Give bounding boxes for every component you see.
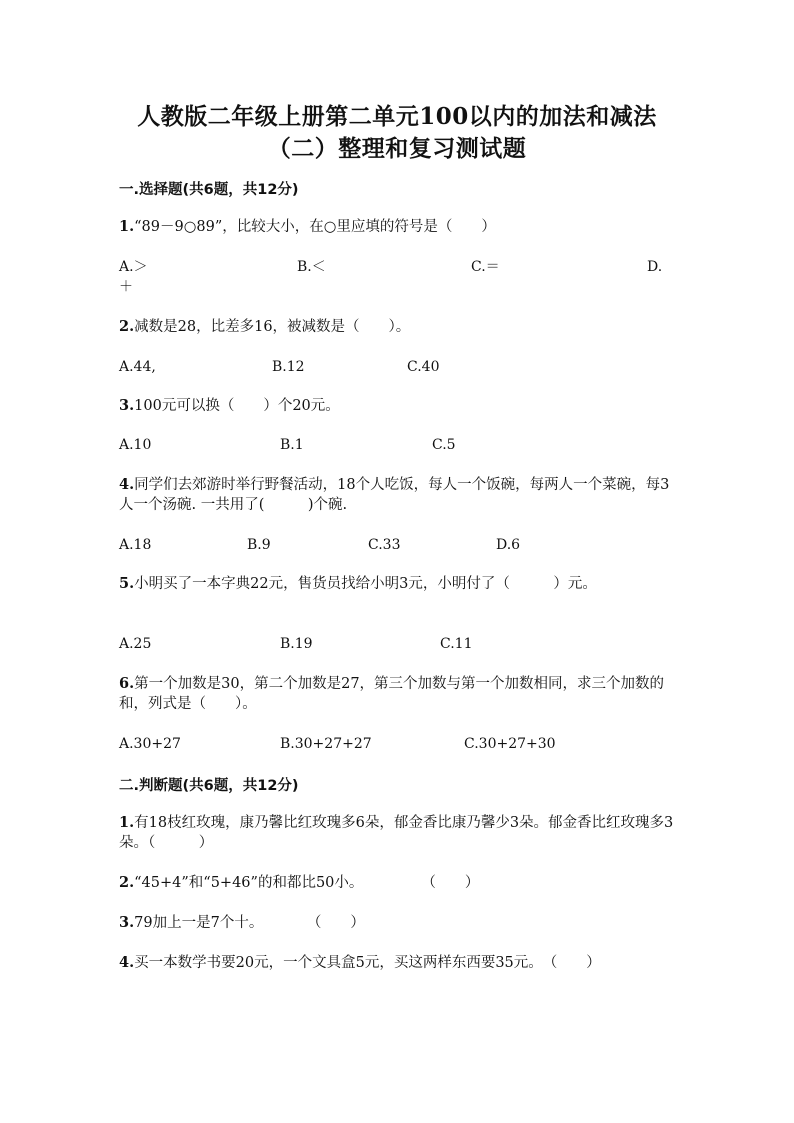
- q4-option-a: A.18: [119, 537, 152, 553]
- choice-question-3: [119, 396, 679, 416]
- q1-option-c: C.＝: [471, 259, 500, 275]
- q1-option-b: B.＜: [297, 259, 326, 275]
- question-number: 5.: [119, 575, 135, 592]
- question-text: 同学们去郊游时举行野餐活动，18个人吃饭，每人一个饭碗，每两人一个菜碗，每3人一个汤碗. 一共用了( )个碗.: [119, 477, 670, 513]
- choice-question-4: [119, 475, 679, 515]
- question-number: 4.: [119, 954, 135, 971]
- section-heading-choice: 一.选择题(共6题，共12分): [119, 182, 299, 198]
- question-number: 2.: [119, 874, 135, 891]
- q3-option-b: B.1: [280, 437, 304, 453]
- q6-option-c: C.30+27+30: [464, 736, 556, 752]
- q6-option-a: A.30+27: [119, 736, 181, 752]
- q5-option-b: B.19: [280, 636, 313, 652]
- q4-option-d: D.6: [496, 537, 521, 553]
- q1-option-a: A.＞: [119, 259, 148, 275]
- q2-option-c: C.40: [407, 359, 440, 375]
- judgment-question-2: [119, 873, 679, 893]
- judgment-question-1: [119, 813, 679, 853]
- question-text: 减数是28，比差多16，被减数是（ ）。: [134, 319, 411, 335]
- question-text: 小明买了一本字典22元，售货员找给小明3元，小明付了（ ）元。: [134, 576, 597, 592]
- question-number: 1.: [119, 814, 135, 831]
- choice-question-5: [119, 574, 689, 594]
- question-text: 买一本数学书要20元，一个文具盒5元，买这两样东西要35元。 （ ）: [134, 955, 601, 971]
- q4-option-b: B.9: [247, 537, 271, 553]
- q4-option-c: C.33: [368, 537, 401, 553]
- q2-option-b: B.12: [272, 359, 305, 375]
- judgment-question-4: [119, 953, 679, 973]
- document-title-line2: （二）整理和复习测试题: [267, 135, 527, 162]
- question-number: 4.: [119, 476, 135, 493]
- question-number: 6.: [119, 675, 135, 692]
- question-text: “45+4”和“5+46”的和都比50小。 （ ）: [134, 875, 480, 891]
- q3-option-a: A.10: [119, 437, 152, 453]
- question-number: 2.: [119, 318, 135, 335]
- q2-option-a: A.44,: [119, 359, 156, 375]
- question-text: 100元可以换（ ）个20元。: [134, 398, 340, 414]
- q3-option-c: C.5: [432, 437, 456, 453]
- question-text: 有18枝红玫瑰，康乃馨比红玫瑰多6朵，郁金香比康乃馨少3朵。郁金香比红玫瑰多3朵。（ ）: [119, 815, 674, 851]
- choice-question-1: [119, 217, 679, 237]
- q1-option-d: D.: [647, 259, 663, 275]
- question-number: 1.: [119, 218, 135, 235]
- q5-option-c: C.11: [440, 636, 473, 652]
- judgment-question-3: [119, 913, 679, 933]
- document-title-line1: 人教版二年级上册第二单元100以内的加法和减法: [137, 103, 657, 130]
- section-heading-judgment: 二.判断题(共6题，共12分): [119, 778, 299, 794]
- question-number: 3.: [119, 914, 135, 931]
- q1-option-d-value: ＋: [119, 279, 133, 295]
- question-number: 3.: [119, 397, 135, 414]
- question-text: 79加上一是7个十。 （ ）: [134, 915, 365, 931]
- q6-option-b: B.30+27+27: [280, 736, 372, 752]
- choice-question-6: [119, 674, 679, 714]
- choice-question-2: [119, 317, 679, 337]
- question-text: “89－9○89”，比较大小，在○里应填的符号是（ ）: [134, 219, 496, 235]
- question-text: 第一个加数是30，第二个加数是27，第三个加数与第一个加数相同，求三个加数的和，列式是（ ）。: [119, 676, 665, 712]
- q5-option-a: A.25: [119, 636, 152, 652]
